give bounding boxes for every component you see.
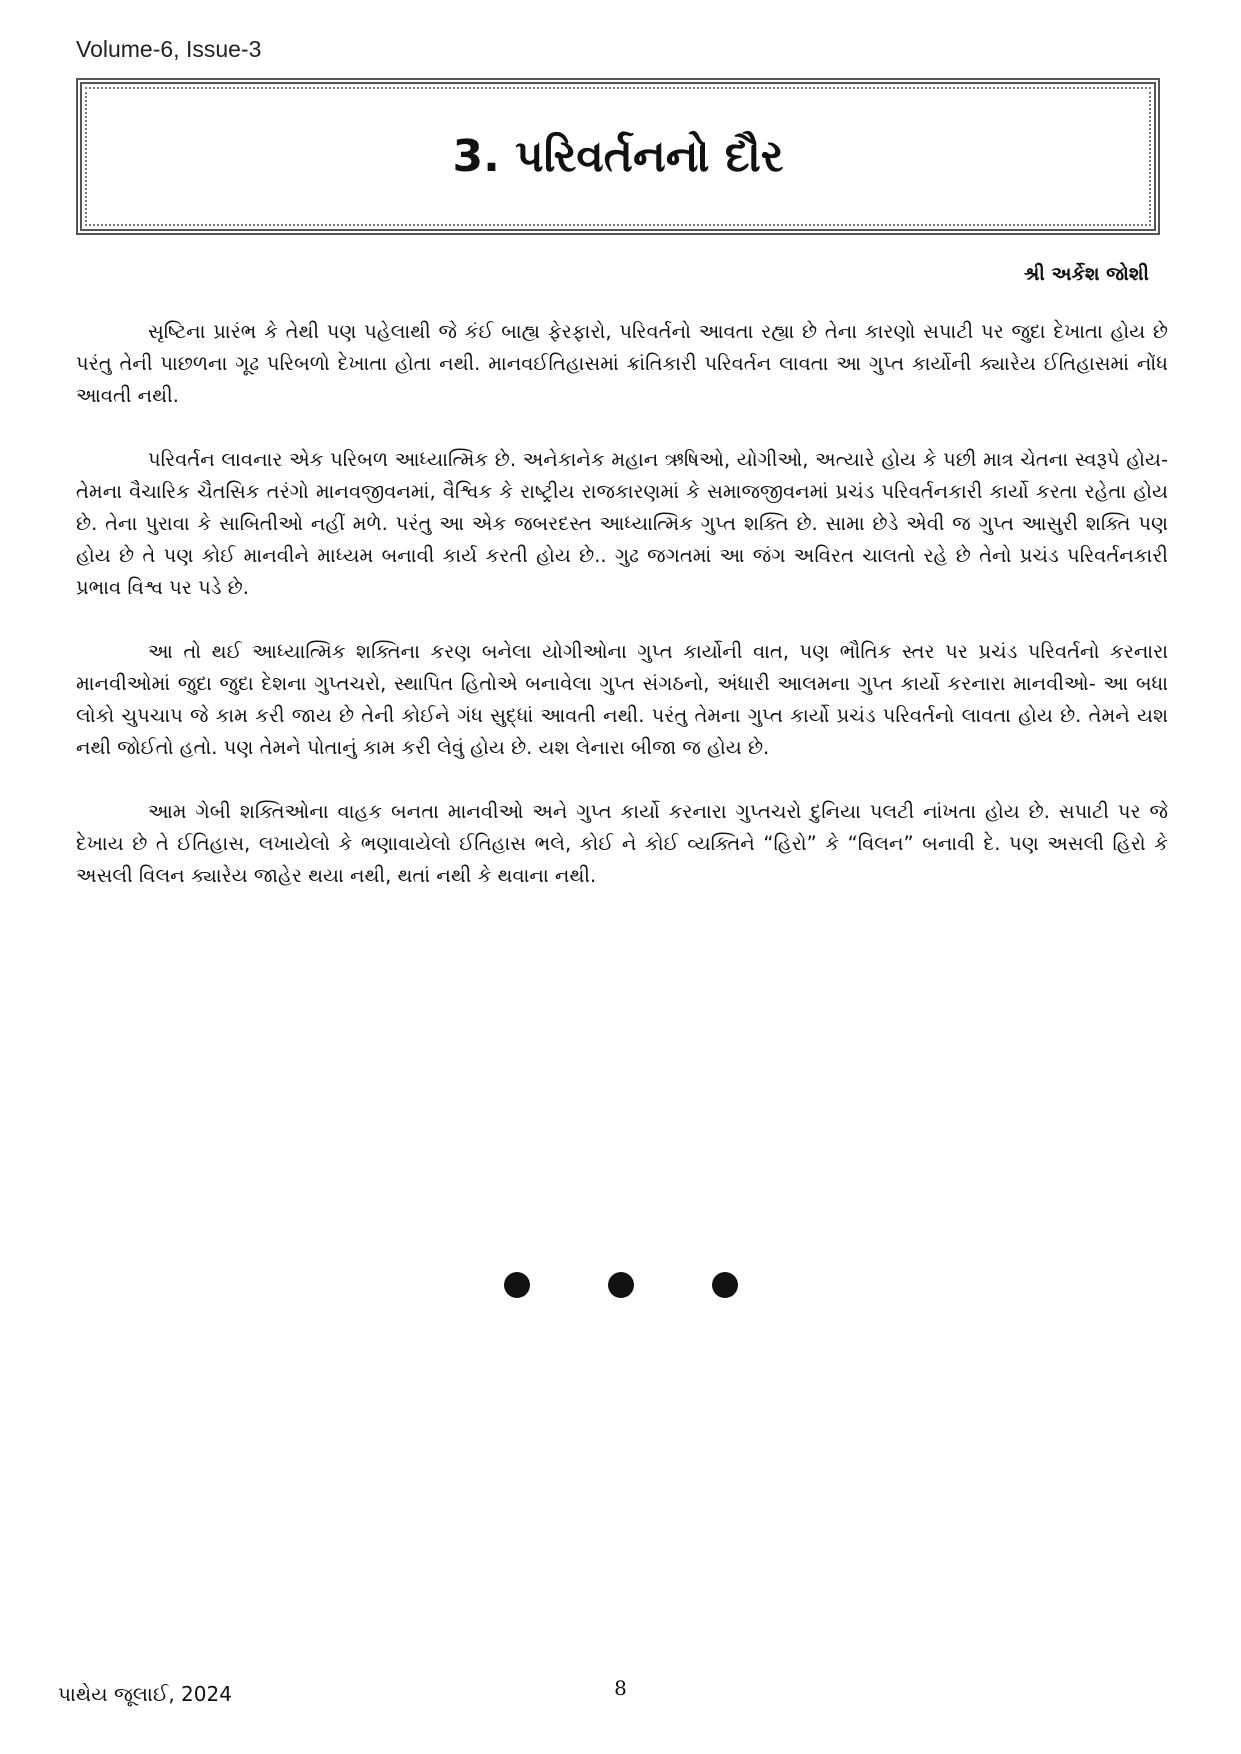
paragraph: આમ ગેબી શક્તિઓના વાહક બનતા માનવીઓ અને ગુપ્ત કાર્યો કરનારા ગુપ્તચરો દુનિયા પલટી નાંખતા હોય છે. સપાટી પર જે દેખાય છે તે ઈતિહાસ, લખાયેલો કે ભણાવાયેલો ઈતિહાસ ભલે, કોઈ ને કોઈ વ્યક્તિને “હિરો” કે “વિલન” બનાવી દે. પણ અસલી હિરો કે અસલી વિલન ક્યારેય જાહેર થયા નથી, થતાં નથી કે થવાના નથી.	[76, 800, 1168, 887]
bullet-dot-icon	[608, 1272, 634, 1298]
paragraph: પરિવર્તન લાવનાર એક પરિબળ આધ્યાત્મિક છે. અનેકાનેક મહાન ઋષિઓ, યોગીઓ, અત્યારે હોય કે પછી માત્ર ચેતના સ્વરૂપે હોય-તેમના વૈચારિક ચૈતસિક તરંગો માનવજીવનમાં, વૈશ્વિક કે રાષ્ટ્રીય રાજકારણમાં કે સમાજજીવનમાં પ્રચંડ પરિવર્તનકારી કાર્યો કરતા રહેતા હોય છે. તેના પુરાવા કે સાબિતીઓ નહીં મળે. પરંતુ આ એક જબરદસ્ત આધ્યાત્મિક ગુપ્ત શક્તિ છે. સામા છેડે એવી જ ગુપ્ત આસુરી શક્તિ પણ હોય છે તે પણ કોઈ માનવીને માધ્યમ બનાવી કાર્ય કરતી હોય છે.. ગુઢ જગતમાં આ જંગ અવિરત ચાલતો રહે છે તેનો પ્રચંડ પરિવર્તનકારી પ્રભાવ વિશ્વ પર પડે છે.	[76, 448, 1168, 599]
bullet-dot-icon	[504, 1272, 530, 1298]
paragraph: આ તો થઈ આધ્યાત્મિક શક્તિના કરણ બનેલા યોગીઓના ગુપ્ત કાર્યોની વાત, પણ ભૌતિક સ્તર પર પ્રચંડ પરિવર્તનો કરનારા માનવીઓમાં જુદા જુદા દેશના ગુપ્તચરો, સ્થાપિત હિતોએ બનાવેલા ગુપ્ત સંગઠનો, અંધારી આલમના ગુપ્ત કાર્યો કરનારા માનવીઓ- આ બધા લોકો ચુપચાપ જે કામ કરી જાય છે તેની કોઈને ગંધ સુદ્ધાં આવતી નથી. પરંતુ તેમના ગુપ્ત કાર્યો પ્રચંડ પરિવર્તનો લાવતા હોય છે. તેમને યશ નથી જોઈતો હતો. પણ તેમને પોતાનું કામ કરી લેવું હોય છે. યશ લેનારા બીજા જ હોય છે.	[76, 640, 1168, 759]
author-name: શ્રી અર્કેશ જોશી	[1023, 263, 1149, 285]
article-body	[76, 316, 1168, 924]
page-number: 8	[614, 1676, 627, 1700]
article-title: 3. પરિવર્તનનો દૌર	[452, 131, 784, 182]
paragraph: સૃષ્ટિના પ્રારંભ કે તેથી પણ પહેલાથી જે કંઈ બાહ્ય ફેરફારો, પરિવર્તનો આવતા રહ્યા છે તેના કારણો સપાટી પર જુદા દેખાતા હોય છે પરંતુ તેની પાછળના ગૂઢ પરિબળો દેખાતા હોતા નથી. માનવઈતિહાસમાં ક્રાંતિકારી પરિવર્તન લાવતા આ ગુપ્ત કાર્યોની ક્યારેય ઈતિહાસમાં નોંધ આવતી નથી.	[76, 320, 1168, 407]
section-end-ornament	[0, 1272, 1241, 1298]
volume-issue: Volume-6, Issue-3	[76, 36, 262, 62]
title-frame	[76, 78, 1160, 235]
magazine-footer: પાથેય જૂલાઈ, 2024	[58, 1682, 232, 1706]
bullet-dot-icon	[712, 1272, 738, 1298]
